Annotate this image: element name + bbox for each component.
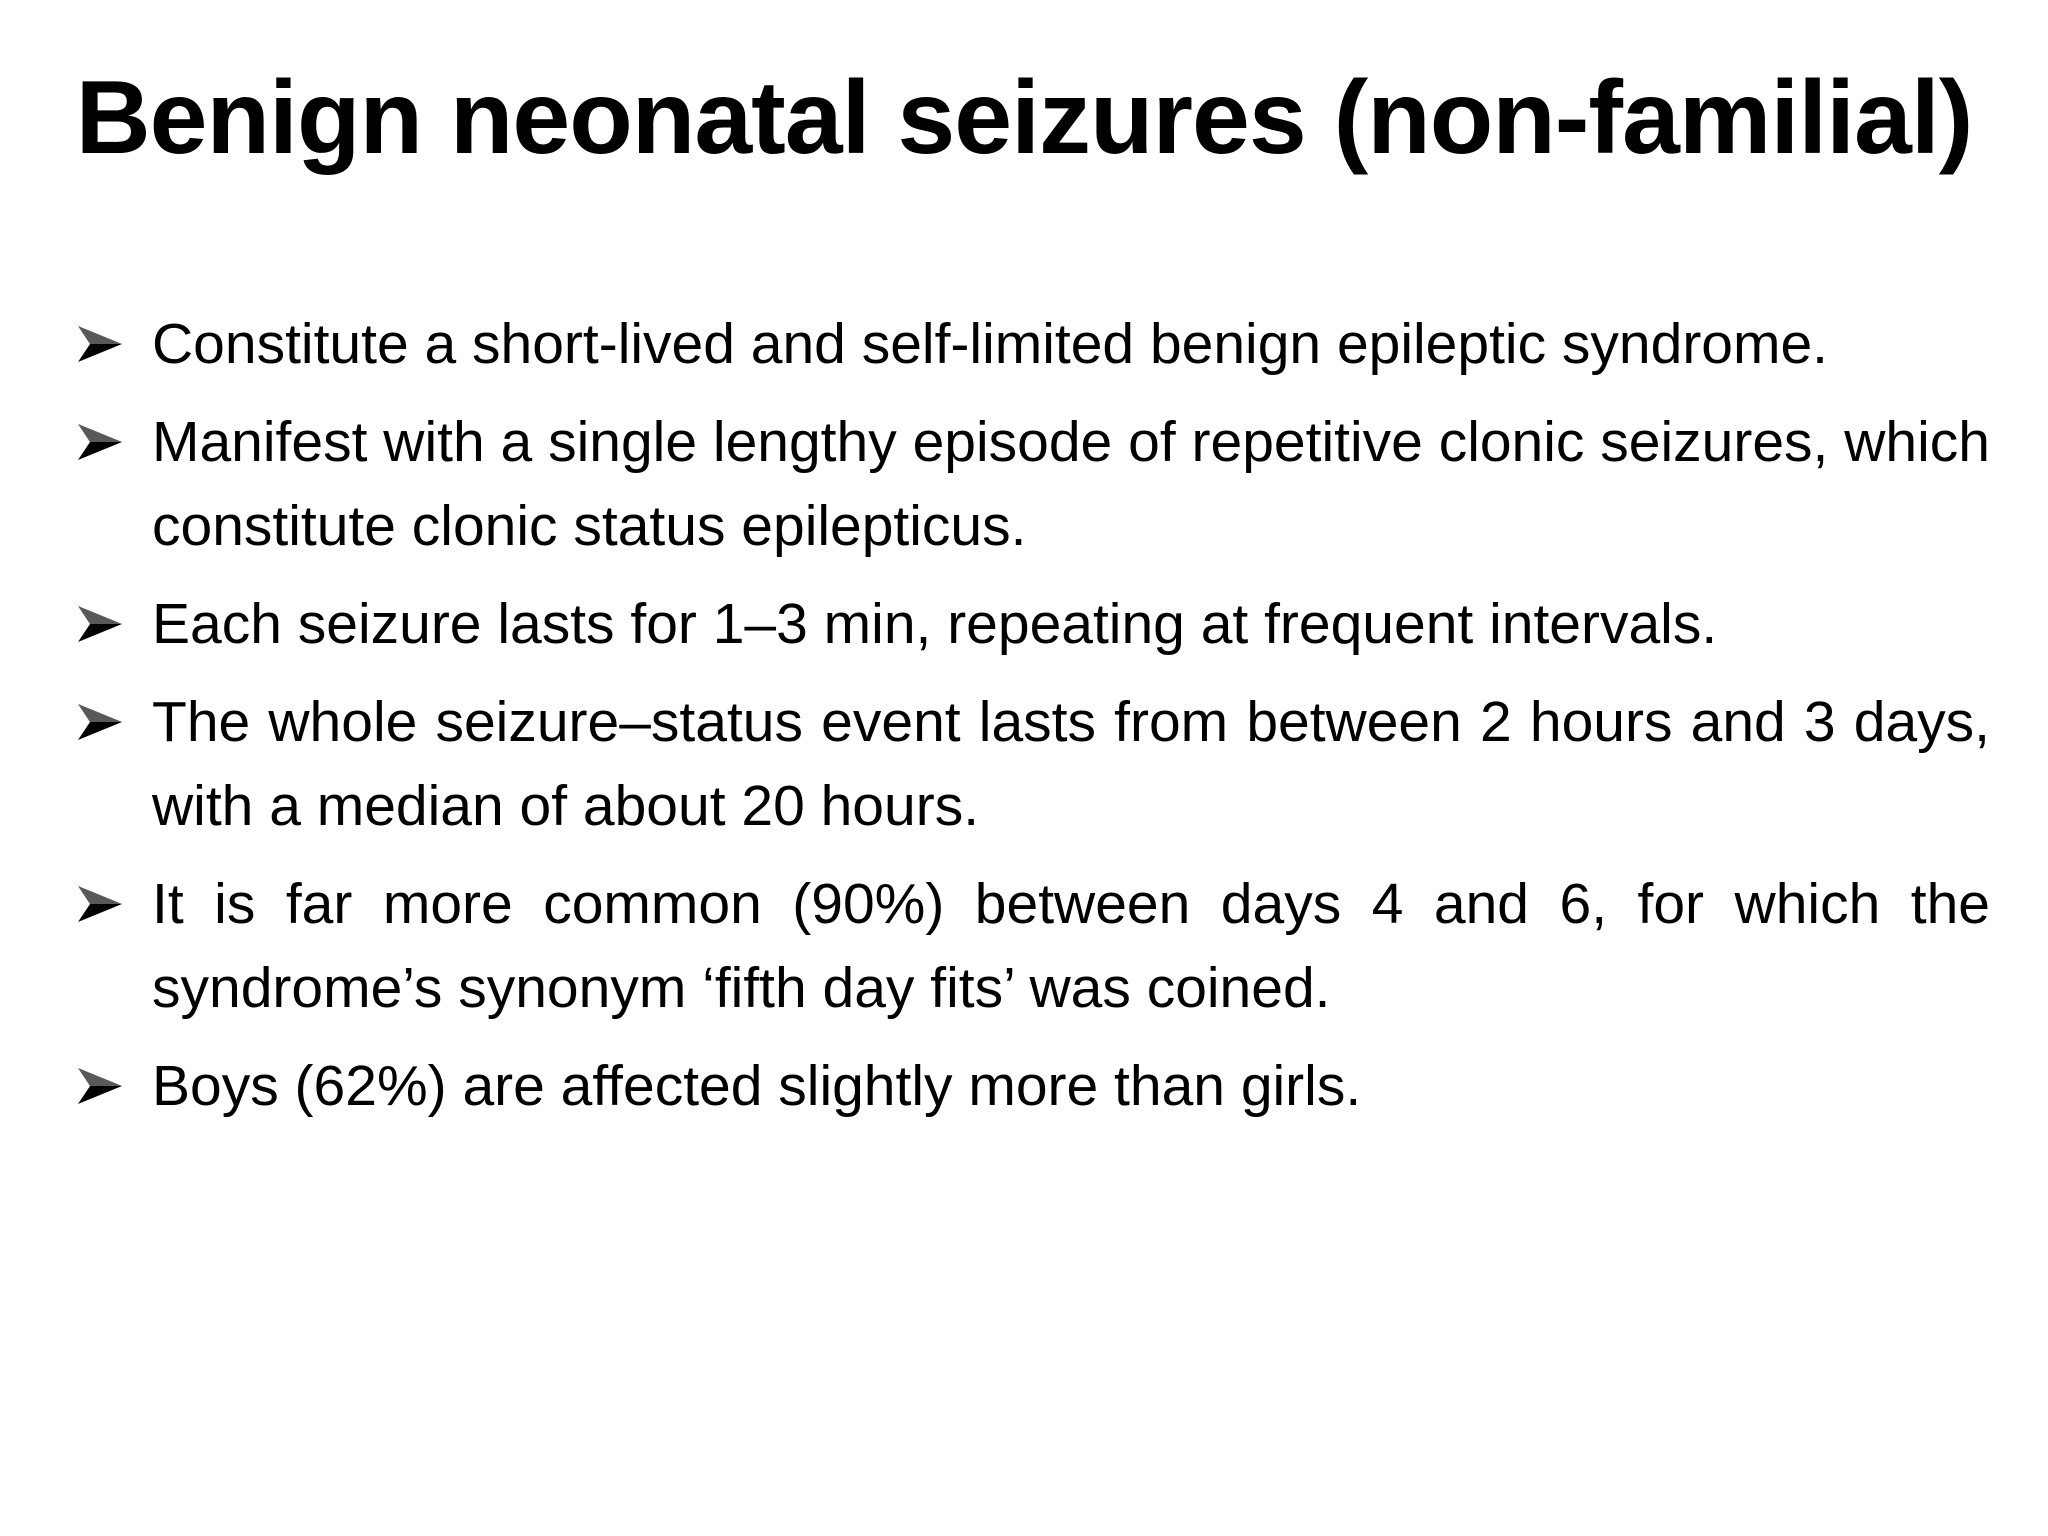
bullet-text: Boys (62%) are affected slightly more than girls. xyxy=(152,1054,1362,1118)
bullet-item xyxy=(74,582,1990,666)
bullet-text: The whole seizure–status event lasts from between 2 hours and 3 days, with a median of about 20 hours. xyxy=(152,690,1990,838)
slide-title: Benign neonatal seizures (non-familial) xyxy=(75,60,1973,176)
arrow-bullet-icon xyxy=(74,598,126,650)
arrow-bullet-icon xyxy=(74,878,126,930)
bullet-text: It is far more common (90%) between days 4 and 6, for which the syndrome’s synonym ‘fifth day fits’ was coined. xyxy=(152,872,1990,1020)
bullet-item xyxy=(74,302,1990,386)
bullet-item xyxy=(74,862,1990,1030)
arrow-bullet-icon xyxy=(74,696,126,748)
arrow-bullet-icon xyxy=(74,318,126,370)
bullet-text: Constitute a short-lived and self-limited benign epileptic syndrome. xyxy=(152,312,1829,376)
arrow-bullet-icon xyxy=(74,416,126,468)
arrow-bullet-icon xyxy=(74,1060,126,1112)
bullet-text: Each seizure lasts for 1–3 min, repeating at frequent intervals. xyxy=(152,592,1718,656)
bullet-list xyxy=(74,302,1990,1142)
bullet-text: Manifest with a single lengthy episode of repetitive clonic seizures, which constitute clonic status epilepticus. xyxy=(152,410,1990,558)
bullet-item xyxy=(74,400,1990,568)
bullet-item xyxy=(74,680,1990,848)
bullet-item xyxy=(74,1044,1990,1128)
